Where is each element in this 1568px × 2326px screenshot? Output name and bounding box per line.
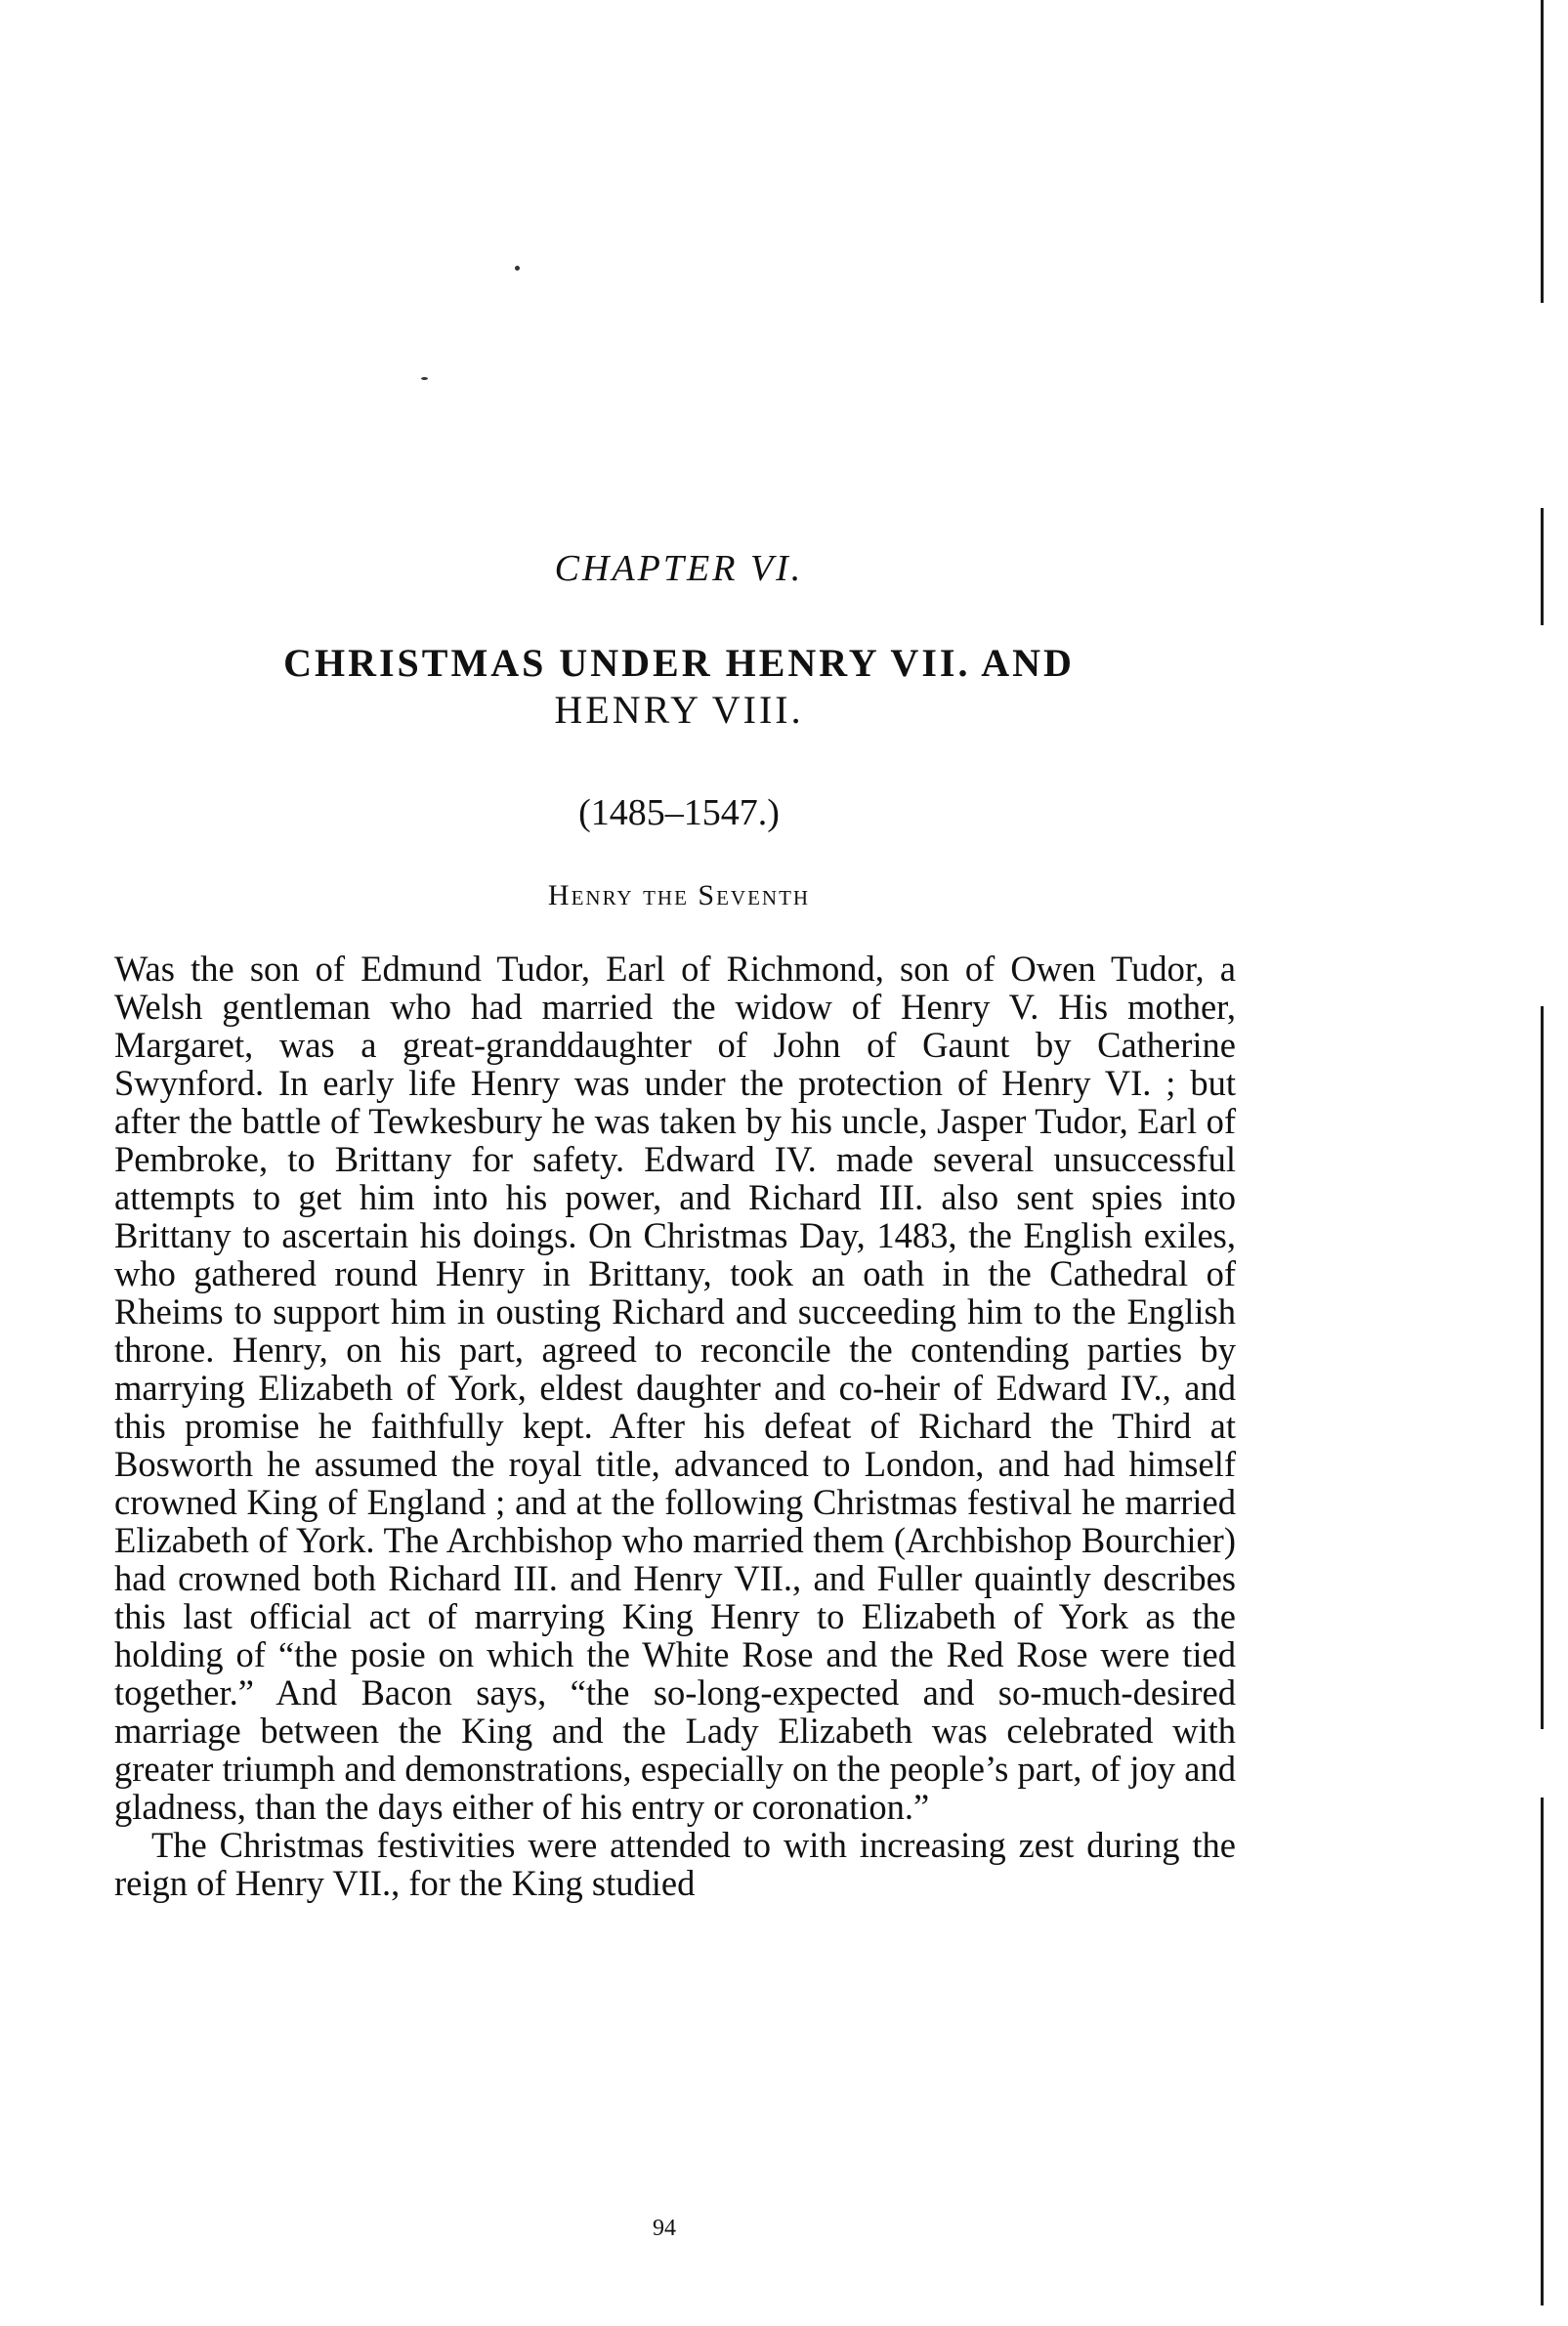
paragraph: The Christmas festivities were attended to with increasing zest during the reign of Henry VII., for the King studied bbox=[114, 1825, 1236, 1903]
chapter-label: CHAPTER VI. bbox=[554, 548, 804, 589]
body-text bbox=[114, 950, 1236, 1902]
paragraph: Was the son of Edmund Tudor, Earl of Richmond, son of Owen Tudor, a Welsh gentleman who had married the widow of Henry V. His mother, Margaret, was a great-granddaughter of John of Gaunt by Catherine Swynford. In early life Henry was under the protection of Henry VI. ; but after the battle of Tewkesbury he was taken by his uncle, Jasper Tudor, Earl of Pembroke, to Brittany for safety. Edward IV. made several unsuccessful attempts to get him into his power, and Richard III. also sent spies into Brittany to ascertain his doings. On Christmas Day, 1483, the English exiles, who gathered round Henry in Brittany, took an oath in the Cathedral of Rheims to support him in ousting Richard and succeeding him to the English throne. Henry, on his part, agreed to reconcile the contending parties by marrying Elizabeth of York, eldest daughter and co-heir of Edward IV., and this promise he faithfully kept. After his defeat of Richard the Third at Bosworth he assumed the royal title, advanced to London, and had himself crowned King of England ; and at the following Christmas festival he married Elizabeth of York. The Archbishop who married them (Archbishop Bourchier) had crowned both Richard III. and Henry VII., and Fuller quaintly describes this last official act of marrying King Henry to Elizabeth of York as the holding of “the posie on which the White Rose and the Red Rose were tied together.” And Bacon says, “the so-long-expected and so-much-desired marriage between the King and the Lady Elizabeth was celebrated with greater triumph and demonstrations, especially on the people’s part, of joy and gladness, than the days either of his entry or coronation.” bbox=[114, 949, 1236, 1827]
scan-speck bbox=[515, 266, 520, 271]
section-heading: Henry the Seventh bbox=[547, 879, 811, 911]
page-number: 94 bbox=[653, 2216, 676, 2241]
chapter-title bbox=[0, 640, 1358, 734]
scan-edge-line bbox=[1541, 1797, 1544, 2305]
chapter-dates: (1485–1547.) bbox=[578, 792, 780, 833]
scan-edge-line bbox=[1541, 0, 1544, 303]
scan-speck bbox=[421, 377, 428, 380]
scan-edge-line bbox=[1541, 508, 1544, 625]
scan-edge-line bbox=[1541, 1006, 1544, 1729]
chapter-title-line-1: CHRISTMAS UNDER HENRY VII. AND bbox=[283, 641, 1075, 685]
chapter-title-line-2: HENRY VIII. bbox=[554, 688, 804, 732]
